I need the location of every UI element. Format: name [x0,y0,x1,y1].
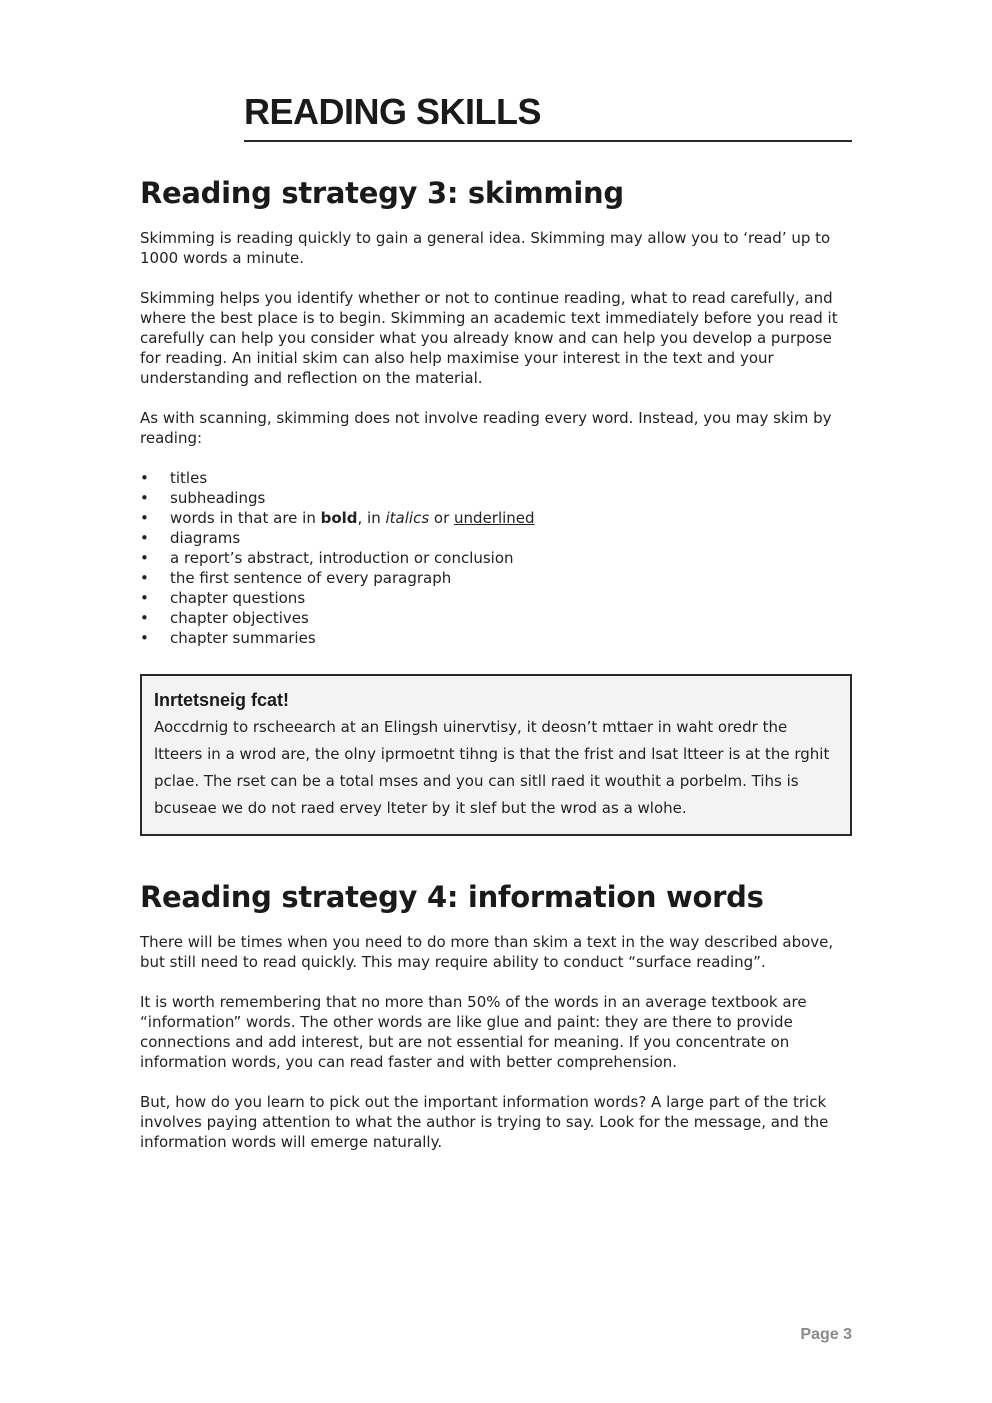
page-content [140,170,852,1172]
strategy-4-paragraph-2: It is worth remembering that no more than 50% of the words in an average textbook are “information” words. The other words are like glue and paint: they are there to provide connections and add interest, but are not essential for meaning. If you concentrate on information words, you can read faster and with better comprehension. [140,993,807,1071]
list-item: • chapter objectives [140,608,852,628]
strategy-3-paragraph-3: As with scanning, skimming does not involve reading every word. Instead, you may skim by reading: [140,409,832,447]
formatting-separator: or [429,509,455,527]
formatting-separator: , in [357,509,386,527]
strategy-4-paragraph-1: There will be times when you need to do more than skim a text in the way described above, but still need to read quickly. This may require ability to conduct “surface reading”. [140,933,834,971]
interesting-fact-box [140,674,852,836]
strategy-3-paragraph-1: Skimming is reading quickly to gain a general idea. Skimming may allow you to ‘read’ up to 1000 words a minute. [140,229,831,267]
page-number: Page 3 [800,1326,852,1343]
skim-targets-list [140,468,852,648]
formatting-prefix: words in that are in [170,509,321,527]
page-header [244,88,852,142]
list-item: • titles [140,468,852,488]
strategy-3-paragraph-2: Skimming helps you identify whether or not to continue reading, what to read carefully, and where the best place is to begin. Skimming an academic text immediately before you read it carefully can help you consider what you already know and can help you develop a purpose for reading. An initial skim can also help maximise your interest in the text and your understanding and reflection on the material. [140,289,838,387]
underline-example: underlined [454,509,535,527]
strategy-3-heading: Reading strategy 3: skimming [140,176,624,210]
italic-example: italics [385,509,430,527]
section-header-title: READING SKILLS [244,91,542,132]
strategy-4-paragraph-3: But, how do you learn to pick out the important information words? A large part of the trick involves paying attention to what the author is trying to say. Look for the message, and the information words will emerge naturally. [140,1093,829,1151]
fact-box-title: Inrtetsneig fcat! [154,690,290,710]
list-item: • the first sentence of every paragraph [140,568,852,588]
fact-box-text: Aoccdrnig to rscheearch at an Elingsh uinervtisy, it deosn’t mttaer in waht oredr the ltteers in a wrod are, the olny iprmoetnt tihng is that the frist and lsat ltteer is at the rghit pclae. The rset can be a total mses and you can sitll raed it wouthit a porbelm. Tihs is bcuseae we do not raed ervey lteter by it slef but the wrod as a wlohe. [154,718,830,817]
list-item: • chapter summaries [140,628,852,648]
list-item: • chapter questions [140,588,852,608]
list-item: • diagrams [140,528,852,548]
list-item: • a report’s abstract, introduction or conclusion [140,548,852,568]
list-item-formatting [140,508,852,528]
bold-example: bold [320,509,358,527]
list-item: • subheadings [140,488,852,508]
strategy-4-heading: Reading strategy 4: information words [140,880,764,914]
